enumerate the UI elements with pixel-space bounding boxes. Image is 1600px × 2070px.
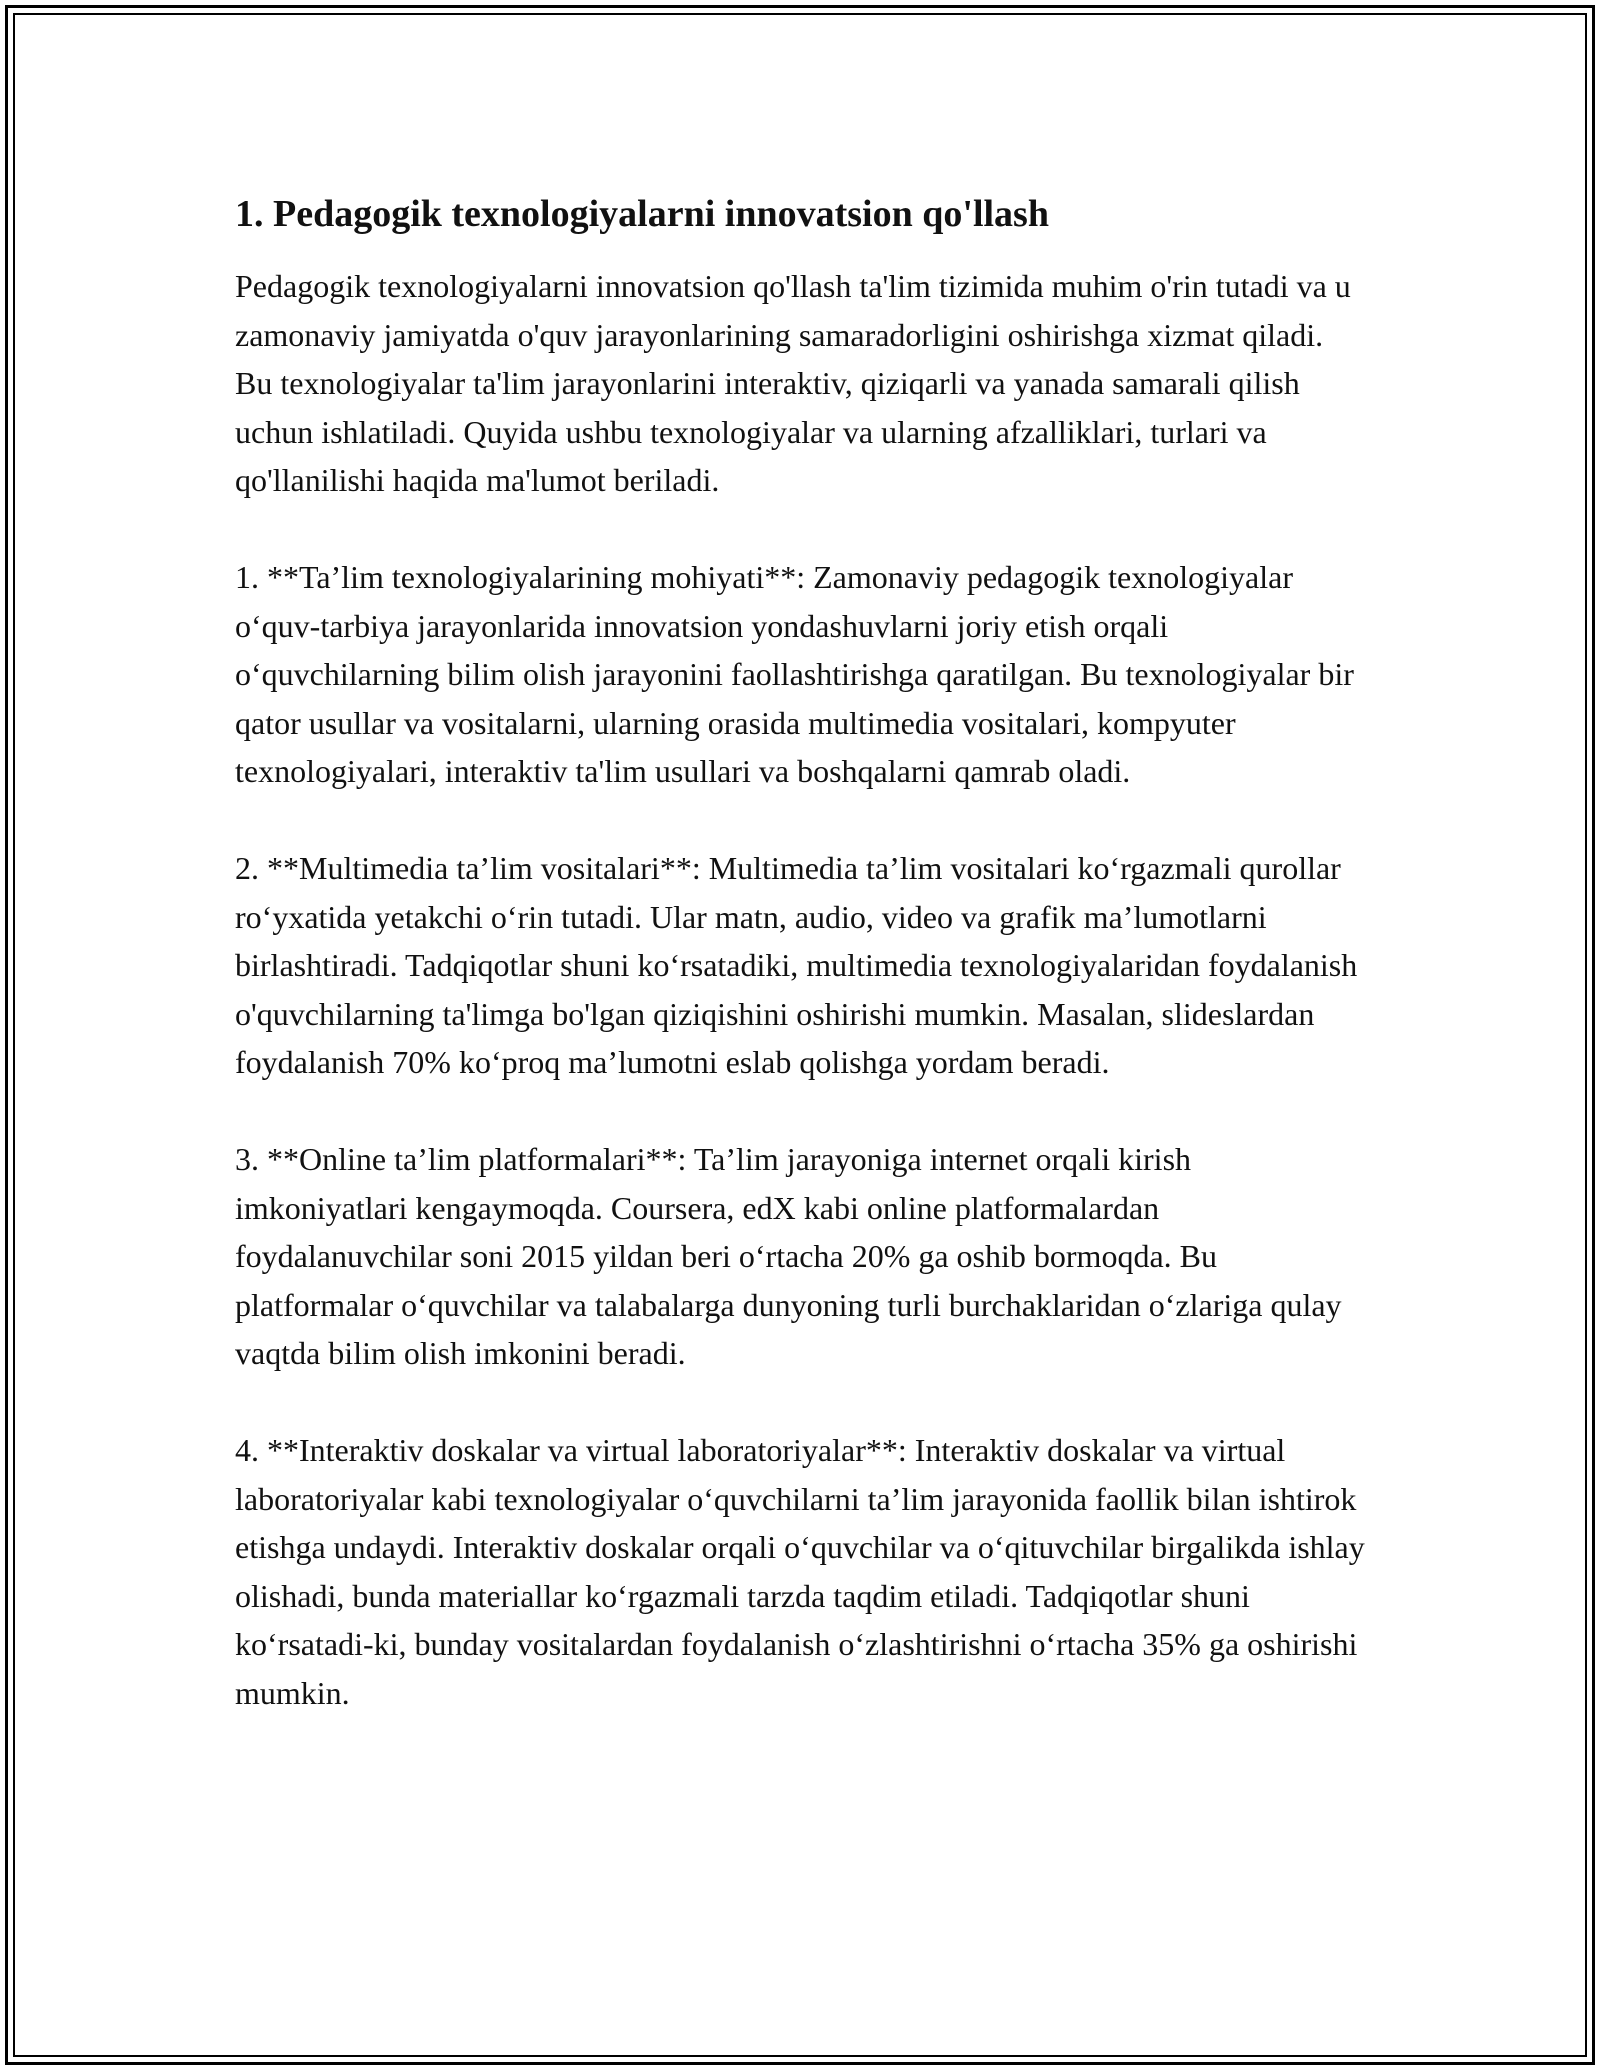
intro-paragraph: Pedagogik texnologiyalarni innovatsion qo'llash ta'lim tizimida muhim o'rin tutadi va u zamonaviy jamiyatda o'quv jarayonlarining samaradorligini oshirishga xizmat qiladi. Bu texnologiyalar ta'lim jarayonlarini interaktiv, qiziqarli va yanada samarali qilish uchun ishlatiladi. Quyida ushbu texnologiyalar va ularning afzalliklari, turlari va qo'llanilishi haqida ma'lumot beriladi. [235,268,1351,498]
document-body [235,188,1365,1717]
paragraph-multimedia: 2. **Multimedia ta’lim vositalari**: Multimedia ta’lim vositalari ko‘rgazmali qurollar ro‘yxatida yetakchi o‘rin tutadi. Ular matn, audio, video va grafik ma’lumotlarni birlashtiradi. Tadqiqotlar shuni ko‘rsatadiki, multimedia texnologiyalaridan foydalanish o'quvchilarning ta'limga bo'lgan qiziqishini oshirishi mumkin. Masalan, slideslardan foydalanish 70% ko‘proq ma’lumotni eslab qolishga yordam beradi. [235,850,1358,1080]
paragraph-interaktiv-doskalar: 4. **Interaktiv doskalar va virtual laboratoriyalar**: Interaktiv doskalar va virtual laboratoriyalar kabi texnologiyalar o‘quvchilarni ta’lim jarayonida faollik bilan ishtirok etishga undaydi. Interaktiv doskalar orqali o‘quvchilar va o‘qituvchilar birgalikda ishlay olishadi, bunda materiallar ko‘rgazmali tarzda taqdim etiladi. Tadqiqotlar shuni ko‘rsatadi-ki, bunday vositalardan foydalanish o‘zlashtirishni o‘rtacha 35% ga oshirishi mumkin. [235,1432,1365,1711]
document-heading: 1. Pedagogik texnologiyalarni innovatsion qo'llash [235,193,1049,235]
paragraph-talim-texnologiyalari: 1. **Ta’lim texnologiyalarining mohiyati**: Zamonaviy pedagogik texnologiyalar o‘quv-tarbiya jarayonlarida innovatsion yondashuvlarni joriy etish orqali o‘quvchilarning bilim olish jarayonini faollashtirishga qaratilgan. Bu texnologiyalar bir qator usullar va vositalarni, ularning orasida multimedia vositalari, kompyuter texnologiyalari, interaktiv ta'lim usullari va boshqalarni qamrab oladi. [235,559,1354,789]
paragraph-online-platformalar: 3. **Online ta’lim platformalari**: Ta’lim jarayoniga internet orqali kirish imkoniyatlari kengaymoqda. Coursera, edX kabi online platformalardan foydalanuvchilar soni 2015 yildan beri o‘rtacha 20% ga oshib bormoqda. Bu platformalar o‘quvchilar va talabalarga dunyoning turli burchaklaridan o‘zlariga qulay vaqtda bilim olish imkonini beradi. [235,1141,1342,1371]
